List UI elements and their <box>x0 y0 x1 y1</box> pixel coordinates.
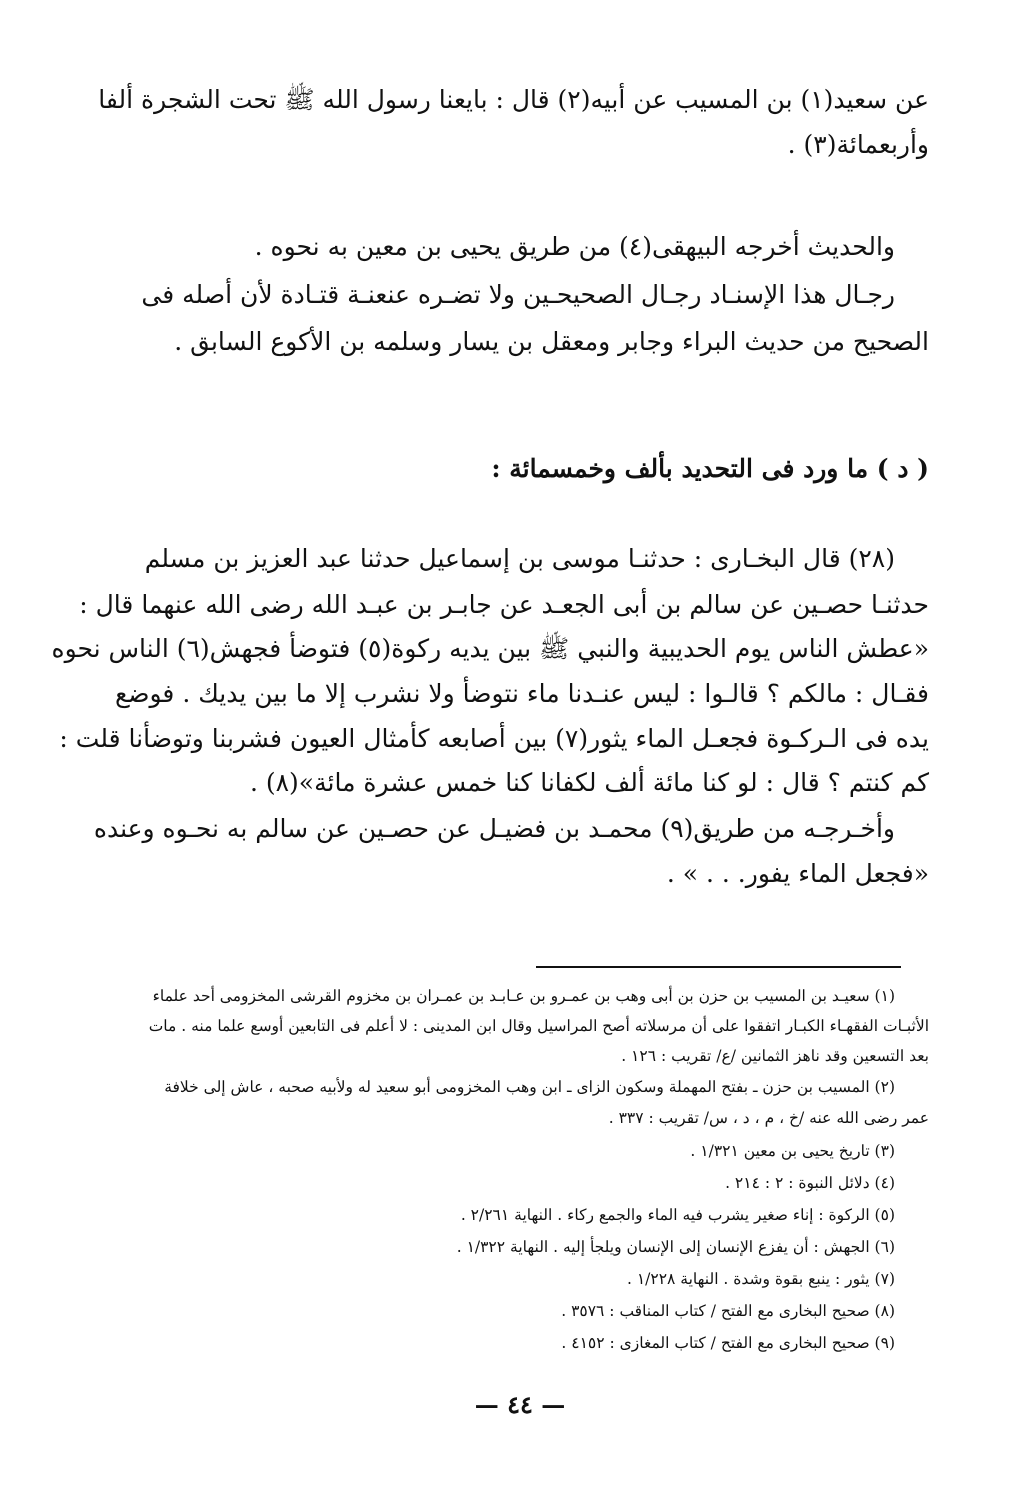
section-heading: ( د ) ما ورد فى التحديد بألف وخمسمائة : <box>491 454 929 483</box>
footnote-1-line-2: الأثبـات الفقهـاء الكبـار اتفقوا على أن مرسلاته أصح المراسيل وقال ابن المدينى : لا أعلم فى التابعين أوسع علما منه . مات <box>148 1017 929 1035</box>
footnote-7: (٧) يثور : ينبع بقوة وشدة . النهاية ١/٢٢٨ . <box>626 1270 895 1288</box>
hadith28-line-4: فقـال : مالكم ؟ قالـوا : ليس عنـدنا ماء نتوضأ ولا نشرب إلا ما بين يديك . فوضع <box>114 679 929 708</box>
footnote-1-line-1: (١) سعيـد بن المسيب بن حزن بن أبى وهب بن عمـرو بن عـابـد بن عمـران بن مخزوم القرشى المخزومى أحد علماء <box>152 987 895 1005</box>
footnote-8: (٨) صحيح البخارى مع الفتح / كتاب المناقب : ٣٥٧٦ . <box>561 1302 895 1320</box>
footnote-1-line-3: بعد التسعين وقد ناهز الثمانين /ع/ تقريب : ١٢٦ . <box>621 1047 929 1065</box>
footnote-2-line-1: (٢) المسيب بن حزن ـ بفتح المهملة وسكون الزاى ـ ابن وهب المخزومى أبو سعيد له ولأبيه صحبه ، عاش إلى خلافة <box>164 1078 895 1096</box>
paragraph1-line-1: عن سعيد(١) بن المسيب عن أبيه(٢) قال : بايعنا رسول الله ﷺ تحت الشجرة ألفا <box>98 85 929 114</box>
hadith28-line-1: (٢٨) قال البخـارى : حدثنـا موسى بن إسماعيل حدثنا عبد العزيز بن مسلم <box>144 544 895 573</box>
footnote-3: (٣) تاريخ يحيى بن معين ١/٣٢١ . <box>690 1142 895 1160</box>
paragraph3-line-2: الصحيح من حديث البراء وجابر ومعقل بن يسار وسلمه بن الأكوع السابق . <box>174 327 929 356</box>
hadith28-line-2: حدثنـا حصـين عن سالم بن أبى الجعـد عن جابـر بن عبـد الله رضى الله عنهما قال : <box>79 590 929 619</box>
footnote-separator <box>536 966 901 968</box>
paragraph3-line-1: رجـال هذا الإسنـاد رجـال الصحيحـين ولا تضـره عنعنـة قتـادة لأن أصله فى <box>141 280 895 309</box>
hadith28-line-6: كم كنتم ؟ قال : لو كنا مائة ألف لكفانا كنا خمس عشرة مائة»(٨) . <box>249 768 929 797</box>
footnote-2-line-2: عمر رضى الله عنه /خ ، م ، د ، س/ تقريب : ٣٣٧ . <box>608 1109 929 1127</box>
footnote-9: (٩) صحيح البخارى مع الفتح / كتاب المغازى : ٤١٥٢ . <box>561 1334 895 1352</box>
hadith28-line-3: «عطش الناس يوم الحديبية والنبي ﷺ بين يديه ركوة(٥) فتوضأ فجهش(٦) الناس نحوه <box>51 634 929 663</box>
hadith28-line-5: يده فى الـركـوة فجعـل الماء يثور(٧) بين أصابعه كأمثال العيون فشربنا وتوضأنا قلت : <box>59 724 929 753</box>
paragraph2-line: والحديث أخرجه البيهقى(٤) من طريق يحيى بن معين به نحوه . <box>254 232 895 261</box>
paragraph1-line-2: وأربعمائة(٣) . <box>787 130 929 159</box>
footnote-4: (٤) دلائل النبوة : ٢ : ٢١٤ . <box>725 1174 895 1192</box>
paragraph-last-line-1: وأخـرجـه من طريق(٩) محمـد بن فضيـل عن حصـين عن سالم به نحـوه وعنده <box>93 814 895 843</box>
footnote-6: (٦) الجهش : أن يفزع الإنسان إلى الإنسان ويلجأ إليه . النهاية ١/٣٢٢ . <box>456 1238 895 1256</box>
page-number: — ٤٤ — <box>474 1390 566 1419</box>
footnote-5: (٥) الركوة : إناء صغير يشرب فيه الماء والجمع ركاء . النهاية ٢/٢٦١ . <box>460 1206 895 1224</box>
paragraph-last-line-2: «فجعل الماء يفور. . . » . <box>666 859 929 888</box>
